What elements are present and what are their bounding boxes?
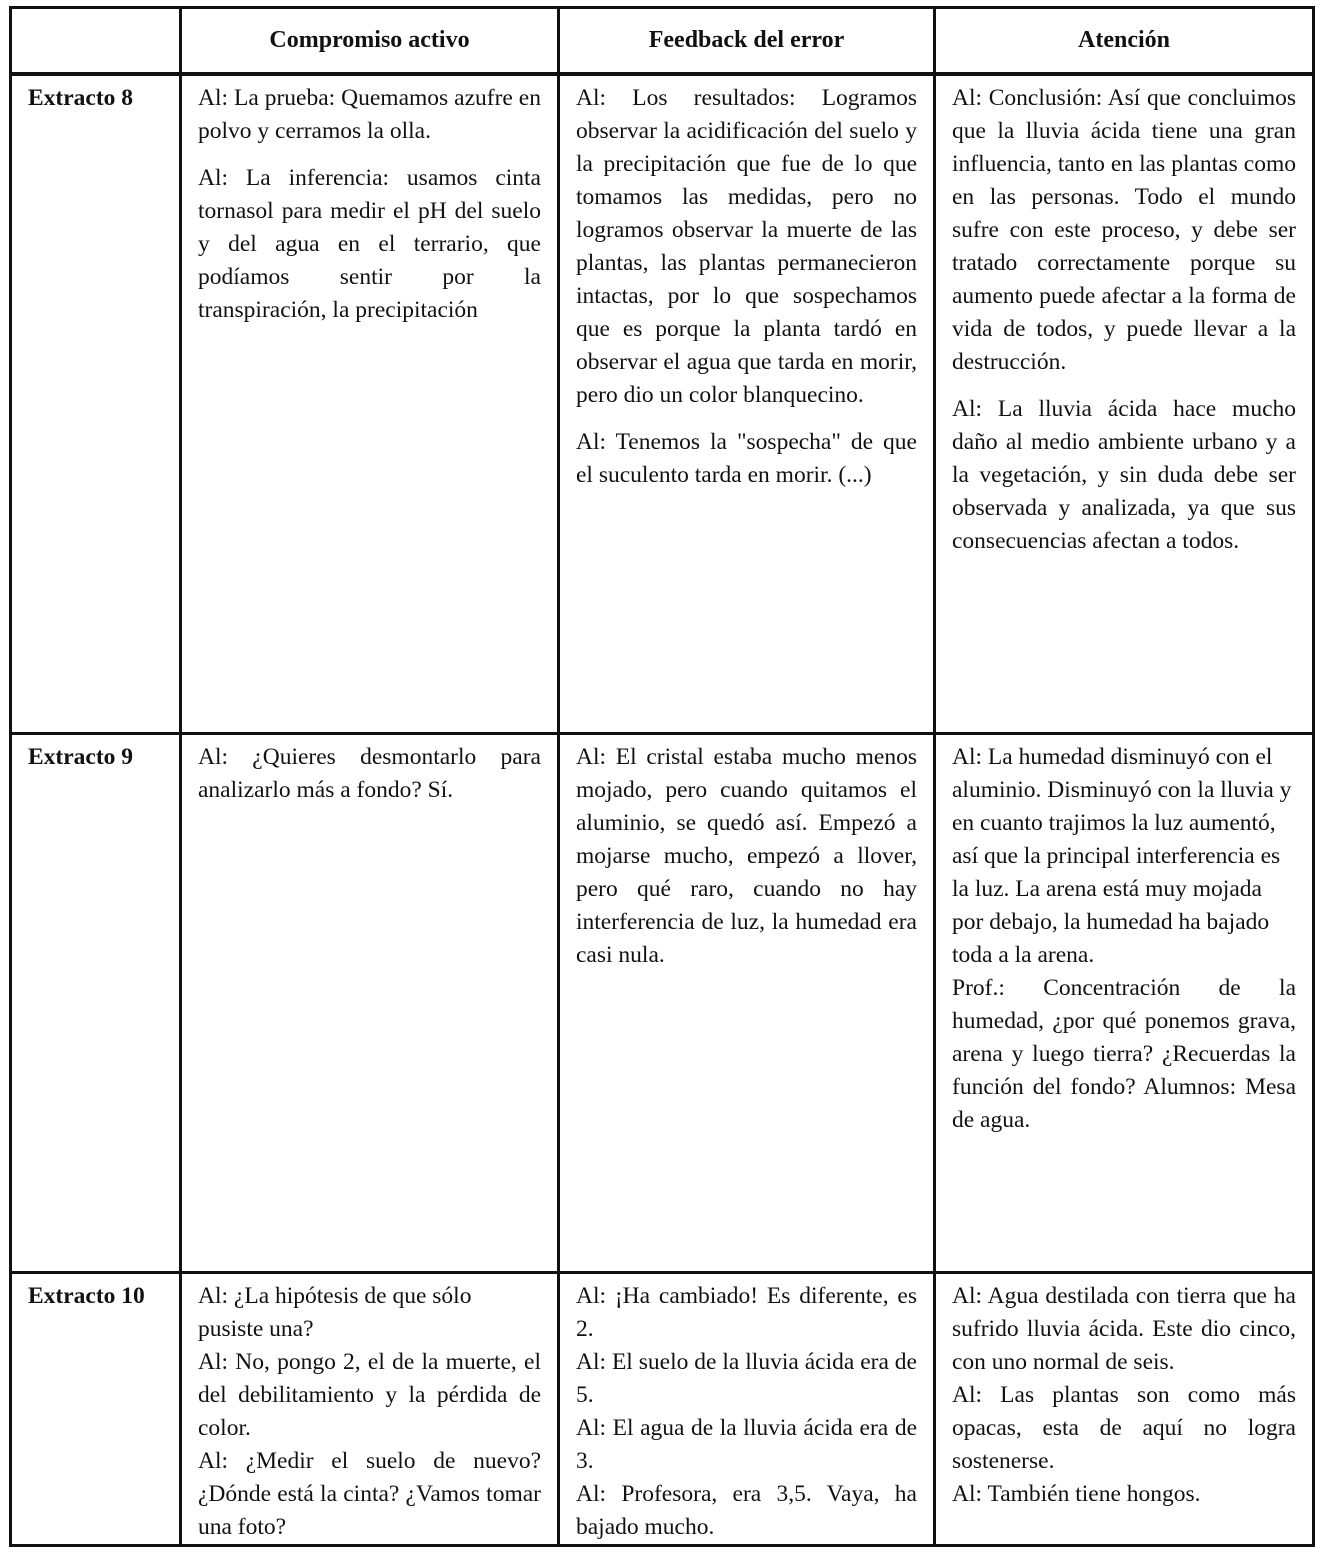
header-compromiso-activo: Compromiso activo [181,8,559,75]
utterance: Al: Profesora, era 3,5. Vaya, ha bajado mucho. [576,1481,917,1540]
table-row-extracto-10 [11,1273,1314,1546]
utterance: Al: La lluvia ácida hace mucho daño al medio ambiente urbano y a la vegetación, y sin duda debe ser observada y analizada, ya que sus consecuencias afectan a todos. [952,396,1296,554]
header-row [11,8,1314,75]
header-empty [11,8,181,75]
table-row-extracto-8 [11,74,1314,734]
cell-feedback-del-error [559,74,935,734]
utterance: Al: ¡Ha cambiado! Es diferente, es 2. [576,1283,917,1342]
utterance: Al: El agua de la lluvia ácida era de 3. [576,1415,917,1474]
excerpt-table [9,6,1315,1547]
utterance: Al: Agua destilada con tierra que ha sufrido lluvia ácida. Este dio cinco, con uno normal de seis. [952,1283,1296,1375]
utterance: Al: La inferencia: usamos cinta tornasol para medir el pH del suelo y del agua en el terrario, que podíamos sentir por la transpiración, la precipitación [198,165,541,323]
row-label: Extracto 10 [11,1273,181,1546]
utterance: Al: No, pongo 2, el de la muerte, el del debilitamiento y la pérdida de color. [198,1349,541,1441]
cell-atencion [935,734,1314,1273]
cell-atencion [935,74,1314,734]
table-row-extracto-9 [11,734,1314,1273]
utterance: Al: ¿Medir el suelo de nuevo? ¿Dónde está la cinta? ¿Vamos tomar una foto? [198,1448,541,1540]
header-atencion: Atención [935,8,1314,75]
cell-atencion [935,1273,1314,1546]
utterance: Prof.: Concentración de la humedad, ¿por qué ponemos grava, arena y luego tierra? ¿Recuerdas la función del fondo? Alumnos: Mesa de agua. [952,975,1296,1133]
cell-feedback-del-error [559,1273,935,1546]
utterance: Al: Las plantas son como más opacas, esta de aquí no logra sostenerse. [952,1382,1296,1474]
cell-compromiso-activo [181,734,559,1273]
row-label: Extracto 8 [11,74,181,734]
header-feedback-del-error: Feedback del error [559,8,935,75]
utterance: Al: Conclusión: Así que concluimos que la lluvia ácida tiene una gran influencia, tanto en las plantas como en las personas. Todo el mundo sufre con este proceso, y debe ser tratado correctamente porque su aumento puede afectar a la forma de vida de todos, y puede llevar a la destrucción. [952,85,1296,375]
utterance: Al: El suelo de la lluvia ácida era de 5. [576,1349,917,1408]
row-label: Extracto 9 [11,734,181,1273]
cell-compromiso-activo [181,74,559,734]
utterance: Al: ¿Quieres desmontarlo para analizarlo más a fondo? Sí. [198,744,541,803]
cell-feedback-del-error [559,734,935,1273]
cell-compromiso-activo [181,1273,559,1546]
utterance: Al: Los resultados: Logramos observar la acidificación del suelo y la precipitación que fue de lo que tomamos las medidas, pero no logramos observar la muerte de las plantas, las plantas permanecieron intactas, por lo que sospechamos que es porque la planta tardó en observar el agua que tarda en morir, pero dio un color blanquecino. [576,85,917,408]
utterance: Al: La prueba: Quemamos azufre en polvo y cerramos la olla. [198,85,541,144]
utterance: Al: La humedad disminuyó con el aluminio. Disminuyó con la lluvia y en cuanto trajimos la luz aumentó, así que la principal interferencia es la luz. La arena está muy mojada por debajo, la humedad ha bajado toda a la arena. [952,744,1292,968]
utterance: Al: ¿La hipótesis de que sólo pusiste una? [198,1283,472,1342]
utterance: Al: También tiene hongos. [952,1481,1201,1507]
utterance: Al: El cristal estaba mucho menos mojado, pero cuando quitamos el aluminio, se quedó así. Empezó a mojarse mucho, empezó a llover, pero qué raro, cuando no hay interferencia de luz, la humedad era casi nula. [576,744,917,968]
utterance: Al: Tenemos la "sospecha" de que el suculento tarda en morir. (...) [576,429,917,488]
